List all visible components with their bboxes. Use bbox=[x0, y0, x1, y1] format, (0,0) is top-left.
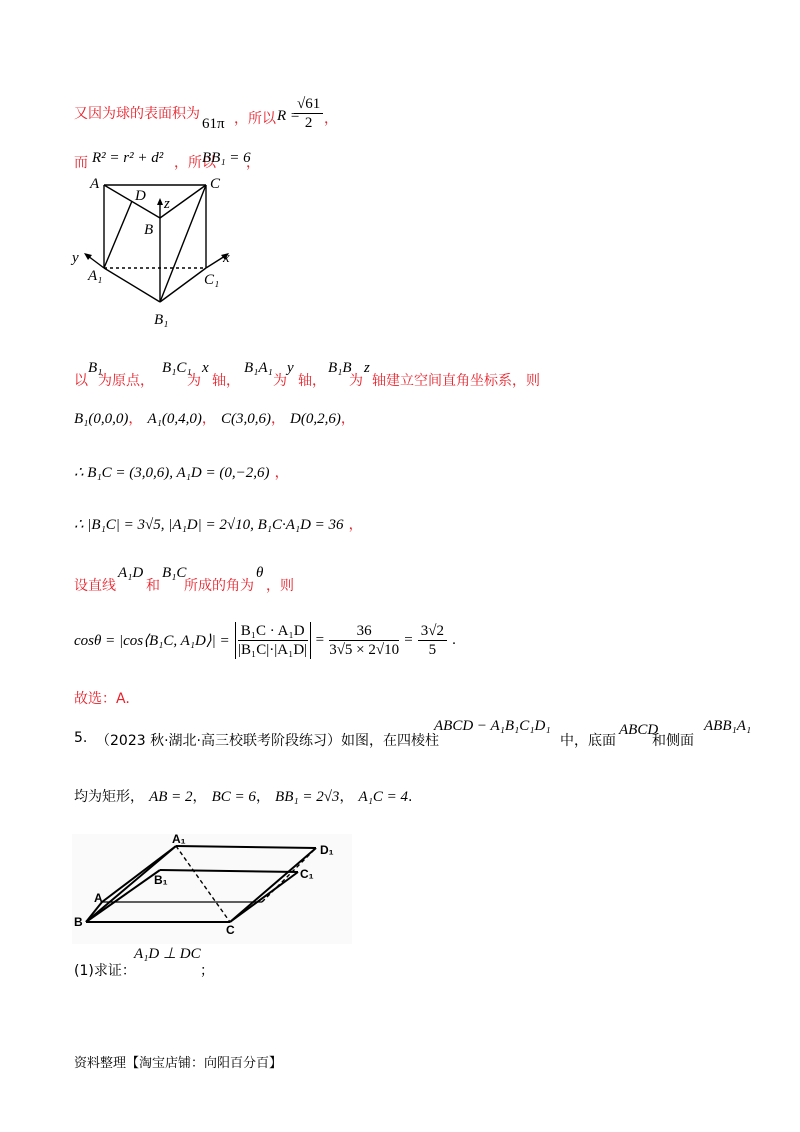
axis-y-line: B₁A₁ bbox=[244, 360, 273, 376]
axis-x: x bbox=[202, 360, 209, 376]
text: ，所以 bbox=[234, 111, 276, 127]
label-A: A bbox=[94, 891, 103, 905]
axis-x-line: B₁C₁ bbox=[162, 360, 192, 376]
cond-bc: BC = 6 bbox=[211, 789, 256, 805]
bb1-value: BB₁ = 6 bbox=[202, 150, 251, 166]
label-A1: A₁ bbox=[172, 834, 186, 846]
label-z: z bbox=[164, 196, 170, 212]
label-y: y bbox=[72, 250, 79, 266]
problem-5-line-2 bbox=[74, 786, 413, 806]
point-d: D(0,2,6) bbox=[290, 411, 341, 427]
text: 轴建立空间直角坐标系，则 bbox=[372, 373, 540, 389]
label-D1: D₁ bbox=[320, 843, 334, 857]
sphere-area: 61π bbox=[202, 116, 225, 132]
problem-5-line-1 bbox=[74, 718, 774, 748]
label-D: D bbox=[135, 188, 146, 204]
angle-line bbox=[74, 565, 474, 595]
text: 为 bbox=[349, 373, 363, 389]
r-lhs: R = bbox=[277, 108, 301, 124]
text: 为 bbox=[273, 373, 287, 389]
q1-statement: A₁D ⊥ DC bbox=[134, 946, 201, 962]
text: ，则 bbox=[266, 578, 294, 594]
text: 轴， bbox=[212, 373, 240, 389]
cos-lhs: cosθ = |cos⟨B₁C, A₁D⟩| = bbox=[74, 633, 230, 649]
coordinate-system-line bbox=[74, 360, 774, 400]
point-c: C(3,0,6) bbox=[220, 411, 271, 427]
axis-z-line: B₁B bbox=[328, 360, 352, 376]
sep: ， bbox=[128, 411, 143, 427]
magnitudes: ∴ |B₁C| = 3√5, |A₁D| = 2√10, B₁C·A₁D = 36 bbox=[74, 517, 344, 533]
text: ， bbox=[246, 155, 260, 171]
text: 为原点， bbox=[98, 373, 154, 389]
parallelepiped-figure bbox=[72, 834, 352, 944]
point-a1: A₁(0,4,0) bbox=[147, 411, 202, 427]
cond-a1c: A₁C = 4 bbox=[358, 789, 409, 805]
q1-label: (1)求证： bbox=[74, 963, 136, 979]
text: 设直线 bbox=[74, 578, 116, 594]
label-A: A bbox=[90, 176, 100, 192]
label-C1: C₁ bbox=[204, 272, 220, 288]
text: ，所以 bbox=[174, 155, 216, 171]
f3-den: 5 bbox=[428, 642, 437, 658]
r-num: √61 bbox=[294, 95, 323, 114]
footer: 资料整理【淘宝店铺：向阳百分百】 bbox=[74, 1056, 283, 1071]
magnitudes-line bbox=[74, 514, 363, 534]
text: 和侧面 bbox=[652, 733, 694, 749]
text: 均为矩形， bbox=[74, 789, 144, 805]
sep: ， bbox=[270, 411, 285, 427]
label-C: C bbox=[226, 923, 235, 937]
sep: ， bbox=[340, 411, 355, 427]
fraction-1 bbox=[235, 622, 311, 659]
prism-figure bbox=[70, 172, 250, 330]
period: . bbox=[408, 789, 413, 805]
vectors-line bbox=[74, 462, 289, 482]
eq: = bbox=[315, 632, 325, 648]
text: ， bbox=[324, 111, 338, 127]
points-line bbox=[74, 408, 355, 428]
line-b1c: B₁C bbox=[162, 565, 187, 581]
text: 以 bbox=[74, 373, 88, 389]
base-name: ABCD bbox=[619, 722, 659, 738]
cond-bb1: BB₁ = 2√3 bbox=[275, 789, 340, 805]
theta: θ bbox=[256, 565, 264, 581]
label-C1: C₁ bbox=[300, 867, 314, 881]
label-A1: A₁ bbox=[88, 268, 103, 284]
label-C: C bbox=[210, 176, 221, 192]
line-1 bbox=[74, 103, 200, 123]
r-den: 2 bbox=[304, 115, 313, 131]
sep: ， bbox=[201, 411, 216, 427]
origin: B₁ bbox=[88, 360, 103, 376]
line-a1d: A₁D bbox=[118, 565, 144, 581]
answer: 故选：A. bbox=[74, 691, 130, 707]
sep: ； bbox=[200, 963, 214, 979]
f2-den: 3√5 × 2√10 bbox=[329, 642, 400, 658]
sep: ， bbox=[339, 789, 354, 805]
vectors: ∴ B₁C = (3,0,6), A₁D = (0,−2,6) bbox=[74, 465, 270, 481]
point-b1: B₁(0,0,0) bbox=[74, 411, 129, 427]
text: 为 bbox=[187, 373, 201, 389]
problem-source: （2023 秋·湖北·高三校联考阶段练习）如图，在四棱柱 bbox=[96, 733, 439, 749]
text: 轴， bbox=[298, 373, 326, 389]
cond-ab: AB = 2 bbox=[149, 789, 193, 805]
text: 而 bbox=[74, 155, 88, 171]
text: 所成的角为 bbox=[184, 578, 254, 594]
eq: = bbox=[404, 632, 413, 648]
f1-den: |B₁C|·|A₁D| bbox=[238, 642, 308, 658]
f2-num: 36 bbox=[329, 622, 399, 641]
prism-name: ABCD − A₁B₁C₁D₁ bbox=[434, 718, 551, 734]
cos-line bbox=[74, 622, 456, 659]
side-name: ABB₁A₁ bbox=[704, 718, 752, 734]
axis-z: z bbox=[364, 360, 370, 376]
label-x: x bbox=[223, 250, 230, 266]
text: 和 bbox=[146, 578, 160, 594]
question-1 bbox=[74, 944, 374, 979]
sphere-equation: R² = r² + d² bbox=[92, 150, 164, 166]
fraction-2 bbox=[329, 622, 399, 659]
f3-num: 3√2 bbox=[418, 622, 447, 641]
f1-num: B₁C · A₁D bbox=[238, 622, 308, 641]
sep: ， bbox=[192, 789, 207, 805]
text: 中，底面 bbox=[560, 733, 616, 749]
label-B1: B₁ bbox=[154, 873, 168, 887]
label-B: B bbox=[74, 915, 83, 929]
sep: ， bbox=[274, 465, 289, 481]
sep: ， bbox=[348, 517, 363, 533]
axis-y: y bbox=[287, 360, 294, 376]
label-B: B bbox=[144, 222, 154, 238]
fraction-3 bbox=[418, 622, 447, 659]
r-fraction bbox=[294, 95, 323, 132]
label-B1: B₁ bbox=[154, 312, 169, 328]
text: 又因为球的表面积为 bbox=[74, 106, 200, 122]
sep: ， bbox=[255, 789, 270, 805]
problem-number: 5. bbox=[74, 730, 88, 746]
period: . bbox=[452, 632, 456, 648]
